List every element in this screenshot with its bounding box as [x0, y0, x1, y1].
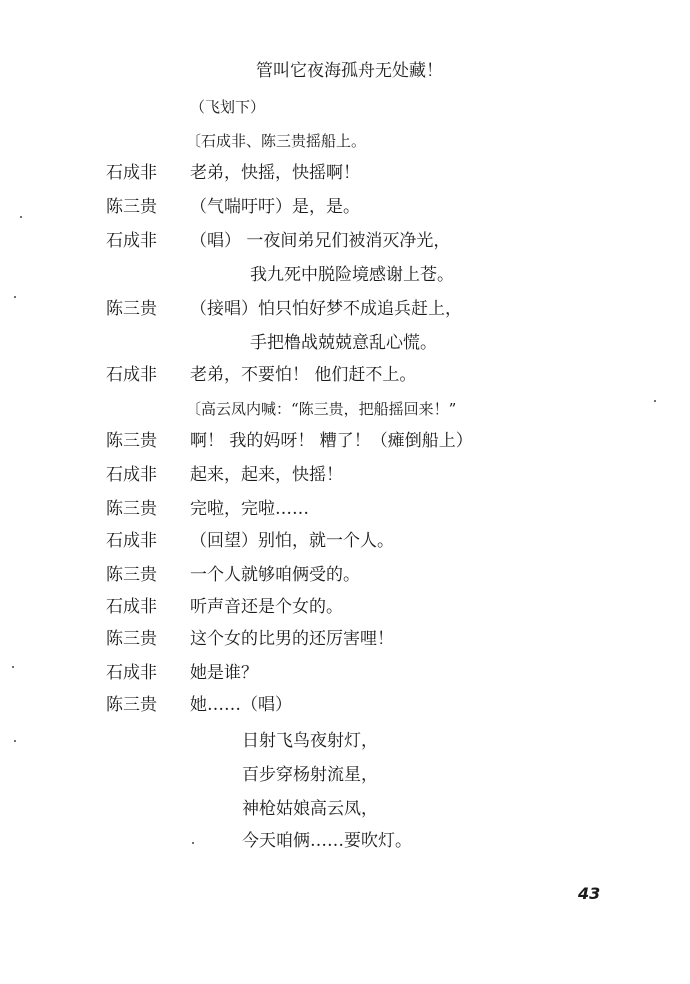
speaker-name: 石成非 — [106, 663, 157, 683]
verse-line: 手把橹战兢兢意乱心慌。 — [250, 333, 437, 353]
dialogue-line: 听声音还是个女的。 — [190, 597, 343, 617]
verse-line: 我九死中脱险境感谢上苍。 — [250, 265, 454, 285]
scan-speck — [654, 400, 656, 402]
speaker-name: 陈三贵 — [106, 197, 157, 217]
scan-speck — [192, 842, 194, 844]
dialogue-line: （唱） 一夜间弟兄们被消灭净光， — [190, 231, 451, 251]
dialogue-line: 她……（唱） — [190, 695, 292, 715]
speaker-name: 陈三贵 — [106, 431, 157, 451]
speaker-name: 石成非 — [106, 231, 157, 251]
scan-speck — [12, 666, 14, 668]
dialogue-line: 这个女的比男的还厉害哩！ — [190, 629, 394, 649]
dialogue-line: 起来，起来，快摇！ — [190, 465, 343, 485]
verse-line: 管叫它夜海孤舟无处藏！ — [256, 61, 443, 81]
scan-speck — [20, 216, 22, 218]
dialogue-line: 完啦，完啦…… — [190, 499, 309, 519]
scan-speck — [14, 740, 16, 742]
speaker-name: 陈三贵 — [106, 299, 157, 319]
speaker-name: 陈三贵 — [106, 565, 157, 585]
verse-line: 今天咱俩……要吹灯。 — [242, 831, 412, 851]
speaker-name: 陈三贵 — [106, 499, 157, 519]
dialogue-line: 老弟，快摇，快摇啊！ — [190, 163, 360, 183]
page-number: 43 — [578, 884, 601, 903]
verse-line: 神枪姑娘高云凤， — [242, 799, 378, 819]
dialogue-line: （接唱）怕只怕好梦不成追兵赶上， — [190, 299, 462, 319]
speaker-name: 陈三贵 — [106, 695, 157, 715]
speaker-name: 石成非 — [106, 163, 157, 183]
scan-speck — [14, 296, 16, 298]
speaker-name: 石成非 — [106, 365, 157, 385]
dialogue-line: 老弟，不要怕！ 他们赶不上。 — [190, 365, 417, 385]
speaker-name: 陈三贵 — [106, 629, 157, 649]
dialogue-line: 一个人就够咱俩受的。 — [190, 565, 360, 585]
dialogue-line: 她是谁？ — [190, 663, 258, 683]
verse-line: 日射飞鸟夜射灯， — [242, 731, 378, 751]
dialogue-line: 啊！ 我的妈呀！ 糟了！（瘫倒船上） — [190, 431, 473, 451]
dialogue-line: （回望）别怕，就一个人。 — [190, 531, 394, 551]
stage-direction: （飞划下） — [190, 98, 266, 116]
verse-line: 百步穿杨射流星， — [242, 765, 378, 785]
speaker-name: 石成非 — [106, 597, 157, 617]
stage-direction: 〔石成非、陈三贵摇船上。 — [186, 132, 367, 150]
speaker-name: 石成非 — [106, 465, 157, 485]
dialogue-line: （气喘吁吁）是，是。 — [190, 197, 360, 217]
speaker-name: 石成非 — [106, 531, 157, 551]
stage-direction: 〔高云凤内喊：“陈三贵，把船摇回来！” — [186, 400, 457, 418]
